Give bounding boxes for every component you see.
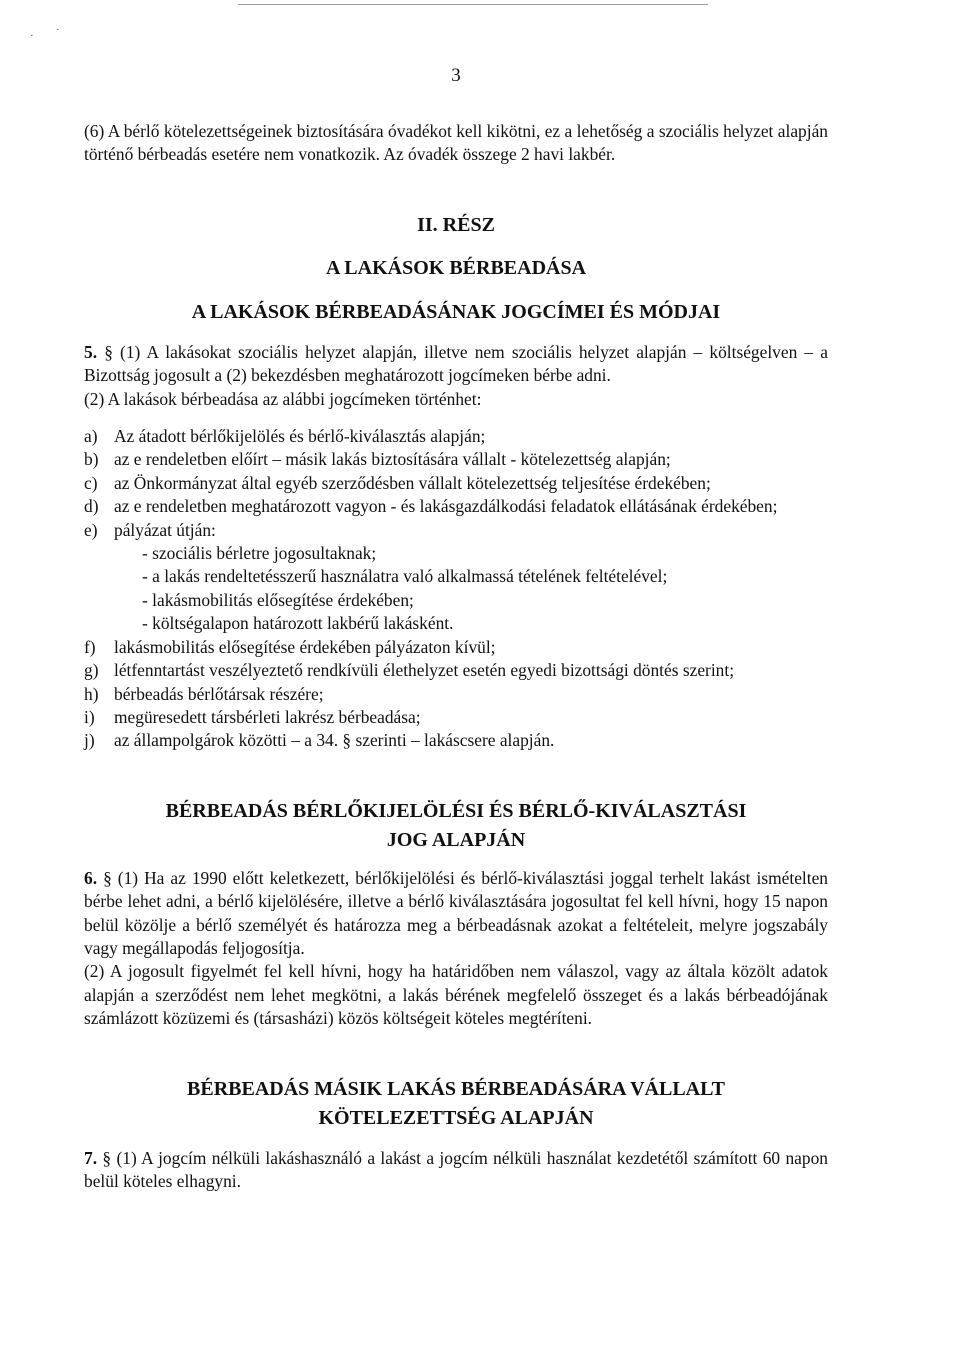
scan-mark: · [56, 24, 60, 36]
list-item-label: g) [84, 660, 99, 681]
section-7-text-1: § (1) A jogcím nélküli lakáshasználó a lakást a jogcím nélküli használat kezdetétől számított 60 napon belül köteles elhagyni. [84, 1147, 828, 1191]
sub-list-item: - a lakás rendeltetésszerű használatra való alkalmassá tételének feltételével; [142, 566, 668, 587]
list-item-text: az állampolgárok közötti – a 34. § szerinti – lakáscsere alapján. [114, 730, 555, 751]
list-item-label: e) [84, 519, 98, 540]
section-5-paragraph-2: (2) A lakások bérbeadása az alábbi jogcímeken történhet: [84, 388, 482, 409]
list-item [84, 706, 828, 729]
document-body [84, 120, 828, 1193]
paragraph-6: (6) A bérlő kötelezettségeinek biztosítására óvadékot kell kikötni, ez a lehetőség a szociális helyzet alapján történő bérbeadás esetére nem vonatkozik. Az óvadék összege 2 havi lakbér. [84, 121, 828, 165]
section-5-paragraph-1 [84, 341, 828, 388]
list-item-text: az Önkormányzat által egyéb szerződésben vállalt kötelezettség teljesítése érdekében; [114, 472, 711, 493]
page-number: 3 [451, 65, 461, 86]
list-item [84, 448, 828, 471]
entitlement-list [84, 425, 828, 753]
list-item-label: b) [84, 449, 99, 470]
list-item-text: bérbeadás bérlőtársak részére; [114, 683, 324, 704]
list-item-text: az e rendeletben meghatározott vagyon - és lakásgazdálkodási feladatok ellátásának érdekében; [114, 496, 778, 517]
section-6-paragraph-1 [84, 867, 828, 961]
section-6-text-1: § (1) Ha az 1990 előtt keletkezett, bérlőkijelölési és bérlő-kiválasztási joggal terhelt lakást ismételten bérbe lehet adni, a bérlő kijelölésére, illetve a bérlő kiválasztására jogosultat fel kell hívni, hogy 15 napon belül közölje a bérlő személyét és határozza meg a bérbeadásnak azokat a feltételeit, melyre jogszabály vagy megállapodás feljogosítja. [84, 867, 828, 958]
section-6-paragraph-2: (2) A jogosult figyelmét fel kell hívni, hogy ha határidőben nem válaszol, vagy az általa közölt adatok alapján a szerződést nem lehet megkötni, a lakás bérének megfelelő összeget és a lakás bérbeadójának számlázott közüzemi és (társasházi) közös költségeit köteles megtéríteni. [84, 961, 828, 1029]
list-item-label: f) [84, 636, 96, 657]
section-5-text-1: § (1) A lakásokat szociális helyzet alapján, illetve nem szociális helyzet alapján – költségelven – a Bizottság jogosult a (2) bekezdésben meghatározott jogcímeken bérbe adni. [84, 341, 828, 386]
section-6-number: 6. [84, 867, 98, 888]
list-item-text: Az átadott bérlőkijelölés és bérlő-kiválasztás alapján; [114, 426, 486, 447]
section-title-3: BÉRBEADÁS MÁSIK LAKÁS BÉRBEADÁSÁRA VÁLLALT KÖTELEZETTSÉG ALAPJÁN [187, 1077, 725, 1129]
scan-mark: · [30, 30, 34, 42]
list-item-text: az e rendeletben előírt – másik lakás biztosítására vállalt - kötelezettség alapján; [114, 449, 671, 470]
list-item-label: j) [84, 730, 95, 751]
sub-list-item: - szociális bérletre jogosultaknak; [142, 543, 377, 564]
list-item-label: c) [84, 472, 98, 493]
sub-list-item: - költségalapon határozott lakbérű lakásként. [142, 613, 454, 634]
section-7-paragraph-1 [84, 1147, 828, 1194]
section-title-2: BÉRBEADÁS BÉRLŐKIJELÖLÉSI ÉS BÉRLŐ-KIVÁLASZTÁSI JOG ALAPJÁN [165, 799, 747, 851]
list-item-label: a) [84, 426, 98, 447]
list-item-text: lakásmobilitás elősegítése érdekében pályázaton kívül; [114, 636, 496, 657]
top-rule [238, 4, 708, 5]
list-item-label: h) [84, 683, 99, 704]
list-item [84, 659, 828, 682]
list-item [84, 519, 828, 542]
list-item-label: d) [84, 496, 99, 517]
sub-list-item: - lakásmobilitás elősegítése érdekében; [142, 589, 414, 610]
list-item [84, 472, 828, 495]
list-item [84, 636, 828, 659]
part-title: II. RÉSZ [417, 213, 495, 236]
section-title-1: A LAKÁSOK BÉRBEADÁSÁNAK JOGCÍMEI ÉS MÓDJAI [191, 300, 721, 323]
list-item [84, 683, 828, 706]
part-subtitle: A LAKÁSOK BÉRBEADÁSA [325, 256, 587, 279]
section-5-number: 5. [84, 341, 98, 362]
list-item-text: létfenntartást veszélyeztető rendkívüli élethelyzet esetén egyedi bizottsági döntés szerint; [114, 660, 735, 681]
list-item [84, 425, 828, 448]
section-7-number: 7. [84, 1147, 98, 1168]
list-item-text: pályázat útján: [114, 519, 216, 540]
list-item-label: i) [84, 706, 95, 727]
list-item-text: megüresedett társbérleti lakrész bérbeadása; [114, 706, 421, 727]
list-item [84, 495, 828, 518]
list-item [84, 729, 828, 752]
